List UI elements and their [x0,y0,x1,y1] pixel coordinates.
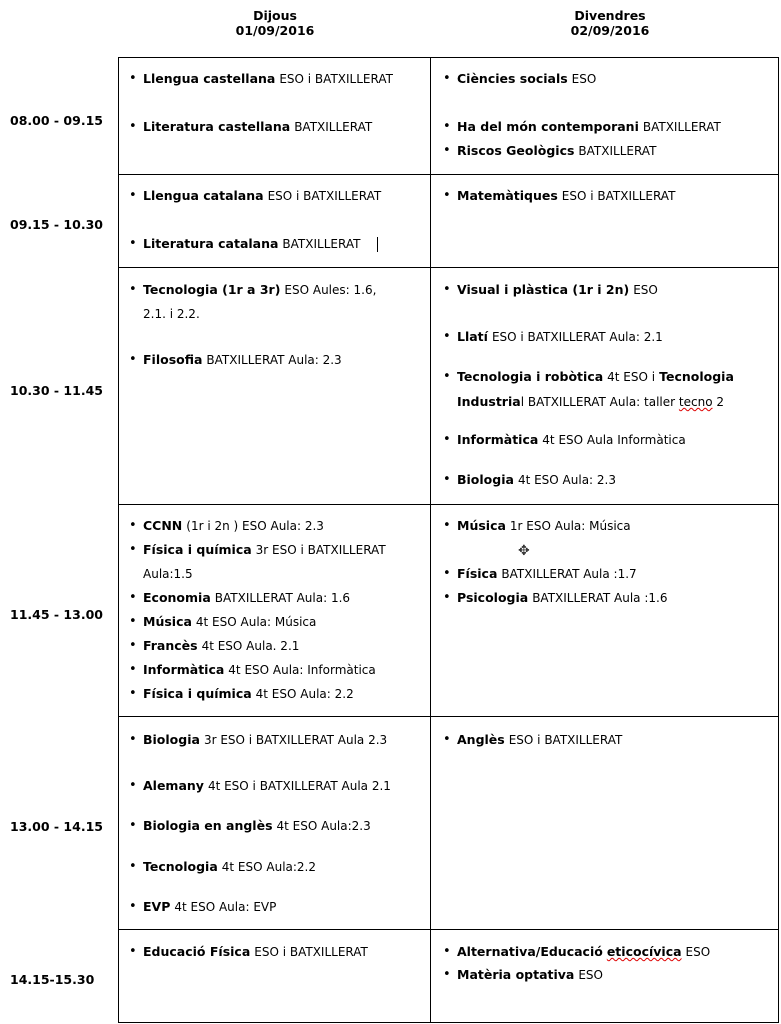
row-divider [118,174,779,175]
list-item: • Economia BATXILLERAT Aula: 1.6 [143,586,350,610]
list-item: • Educació Física ESO i BATXILLERAT [143,940,368,964]
list-item: • Visual i plàstica (1r i 2n) ESO [457,278,658,302]
list-item: • Llengua catalana ESO i BATXILLERAT [143,184,381,208]
row-divider [118,504,779,505]
list-item: • Filosofia BATXILLERAT Aula: 2.3 [143,348,342,372]
list-item: • Música 4t ESO Aula: Música [143,610,316,634]
time-slot-label: 11.45 - 13.00 [10,607,103,622]
day-date: 01/09/2016 [235,23,315,38]
list-item: • Física i química 3r ESO i BATXILLERAT [143,538,386,562]
list-item: • Literatura castellana BATXILLERAT [143,115,372,139]
move-cursor-icon: ✥ [518,543,530,559]
list-item: • EVP 4t ESO Aula: EVP [143,895,276,919]
row-divider [118,267,779,268]
row-divider [118,716,779,717]
day-header-thursday [215,8,335,38]
list-item: • Física i química 4t ESO Aula: 2.2 [143,682,354,706]
list-item-continuation: Aula:1.5 [143,567,193,581]
list-item: • Ha del món contemporani BATXILLERAT [457,115,721,139]
table-border-top [118,57,779,58]
table-border-left [118,57,119,1023]
list-item: • Informàtica 4t ESO Aula Informàtica [457,428,686,452]
list-item-continuation: 2.1. i 2.2. [143,307,200,321]
list-item: • Biologia en anglès 4t ESO Aula:2.3 [143,814,371,838]
list-item: • Anglès ESO i BATXILLERAT [457,728,622,752]
list-item: • Física BATXILLERAT Aula :1.7 [457,562,637,586]
list-item: • Música 1r ESO Aula: Música [457,514,631,538]
row-divider [118,929,779,930]
list-item: • Riscos Geològics BATXILLERAT [457,139,656,163]
list-item-continuation: Industrial BATXILLERAT Aula: taller tecno 2 [457,394,725,409]
list-item: • Ciències socials ESO [457,67,596,91]
time-slot-label: 14.15-15.30 [10,972,95,987]
list-item: • Tecnologia 4t ESO Aula:2.2 [143,855,316,879]
list-item: • CCNN (1r i 2n ) ESO Aula: 2.3 [143,514,324,538]
list-item: • Literatura catalana BATXILLERAT [143,232,360,256]
list-item: • Francès 4t ESO Aula. 2.1 [143,634,299,658]
time-slot-label: 09.15 - 10.30 [10,217,103,232]
time-slot-label: 08.00 - 09.15 [10,113,103,128]
list-item: • Tecnologia (1r a 3r) ESO Aules: 1.6, [143,278,376,302]
list-item: • Alemany 4t ESO i BATXILLERAT Aula 2.1 [143,774,391,798]
day-name: Divendres [574,8,646,23]
table-border-right [778,57,779,1023]
list-item: • Llengua castellana ESO i BATXILLERAT [143,67,393,91]
table-border-bottom [118,1022,779,1023]
table-column-divider [430,57,431,1023]
list-item: • Matemàtiques ESO i BATXILLERAT [457,184,675,208]
list-item: • Biologia 4t ESO Aula: 2.3 [457,468,616,492]
list-item: • Matèria optativa ESO [457,963,603,987]
day-header-friday [545,8,675,38]
list-item: • Alternativa/Educació eticocívica ESO [457,940,710,964]
list-item: • Psicologia BATXILLERAT Aula :1.6 [457,586,667,610]
list-item: • Tecnologia i robòtica 4t ESO i Tecnologia [457,365,734,389]
list-item: • Informàtica 4t ESO Aula: Informàtica [143,658,376,682]
time-slot-label: 13.00 - 14.15 [10,819,103,834]
time-slot-label: 10.30 - 11.45 [10,383,103,398]
day-name: Dijous [253,8,297,23]
text-caret [377,237,378,252]
day-date: 02/09/2016 [570,23,650,38]
list-item: • Biologia 3r ESO i BATXILLERAT Aula 2.3 [143,728,387,752]
list-item: • Llatí ESO i BATXILLERAT Aula: 2.1 [457,325,663,349]
